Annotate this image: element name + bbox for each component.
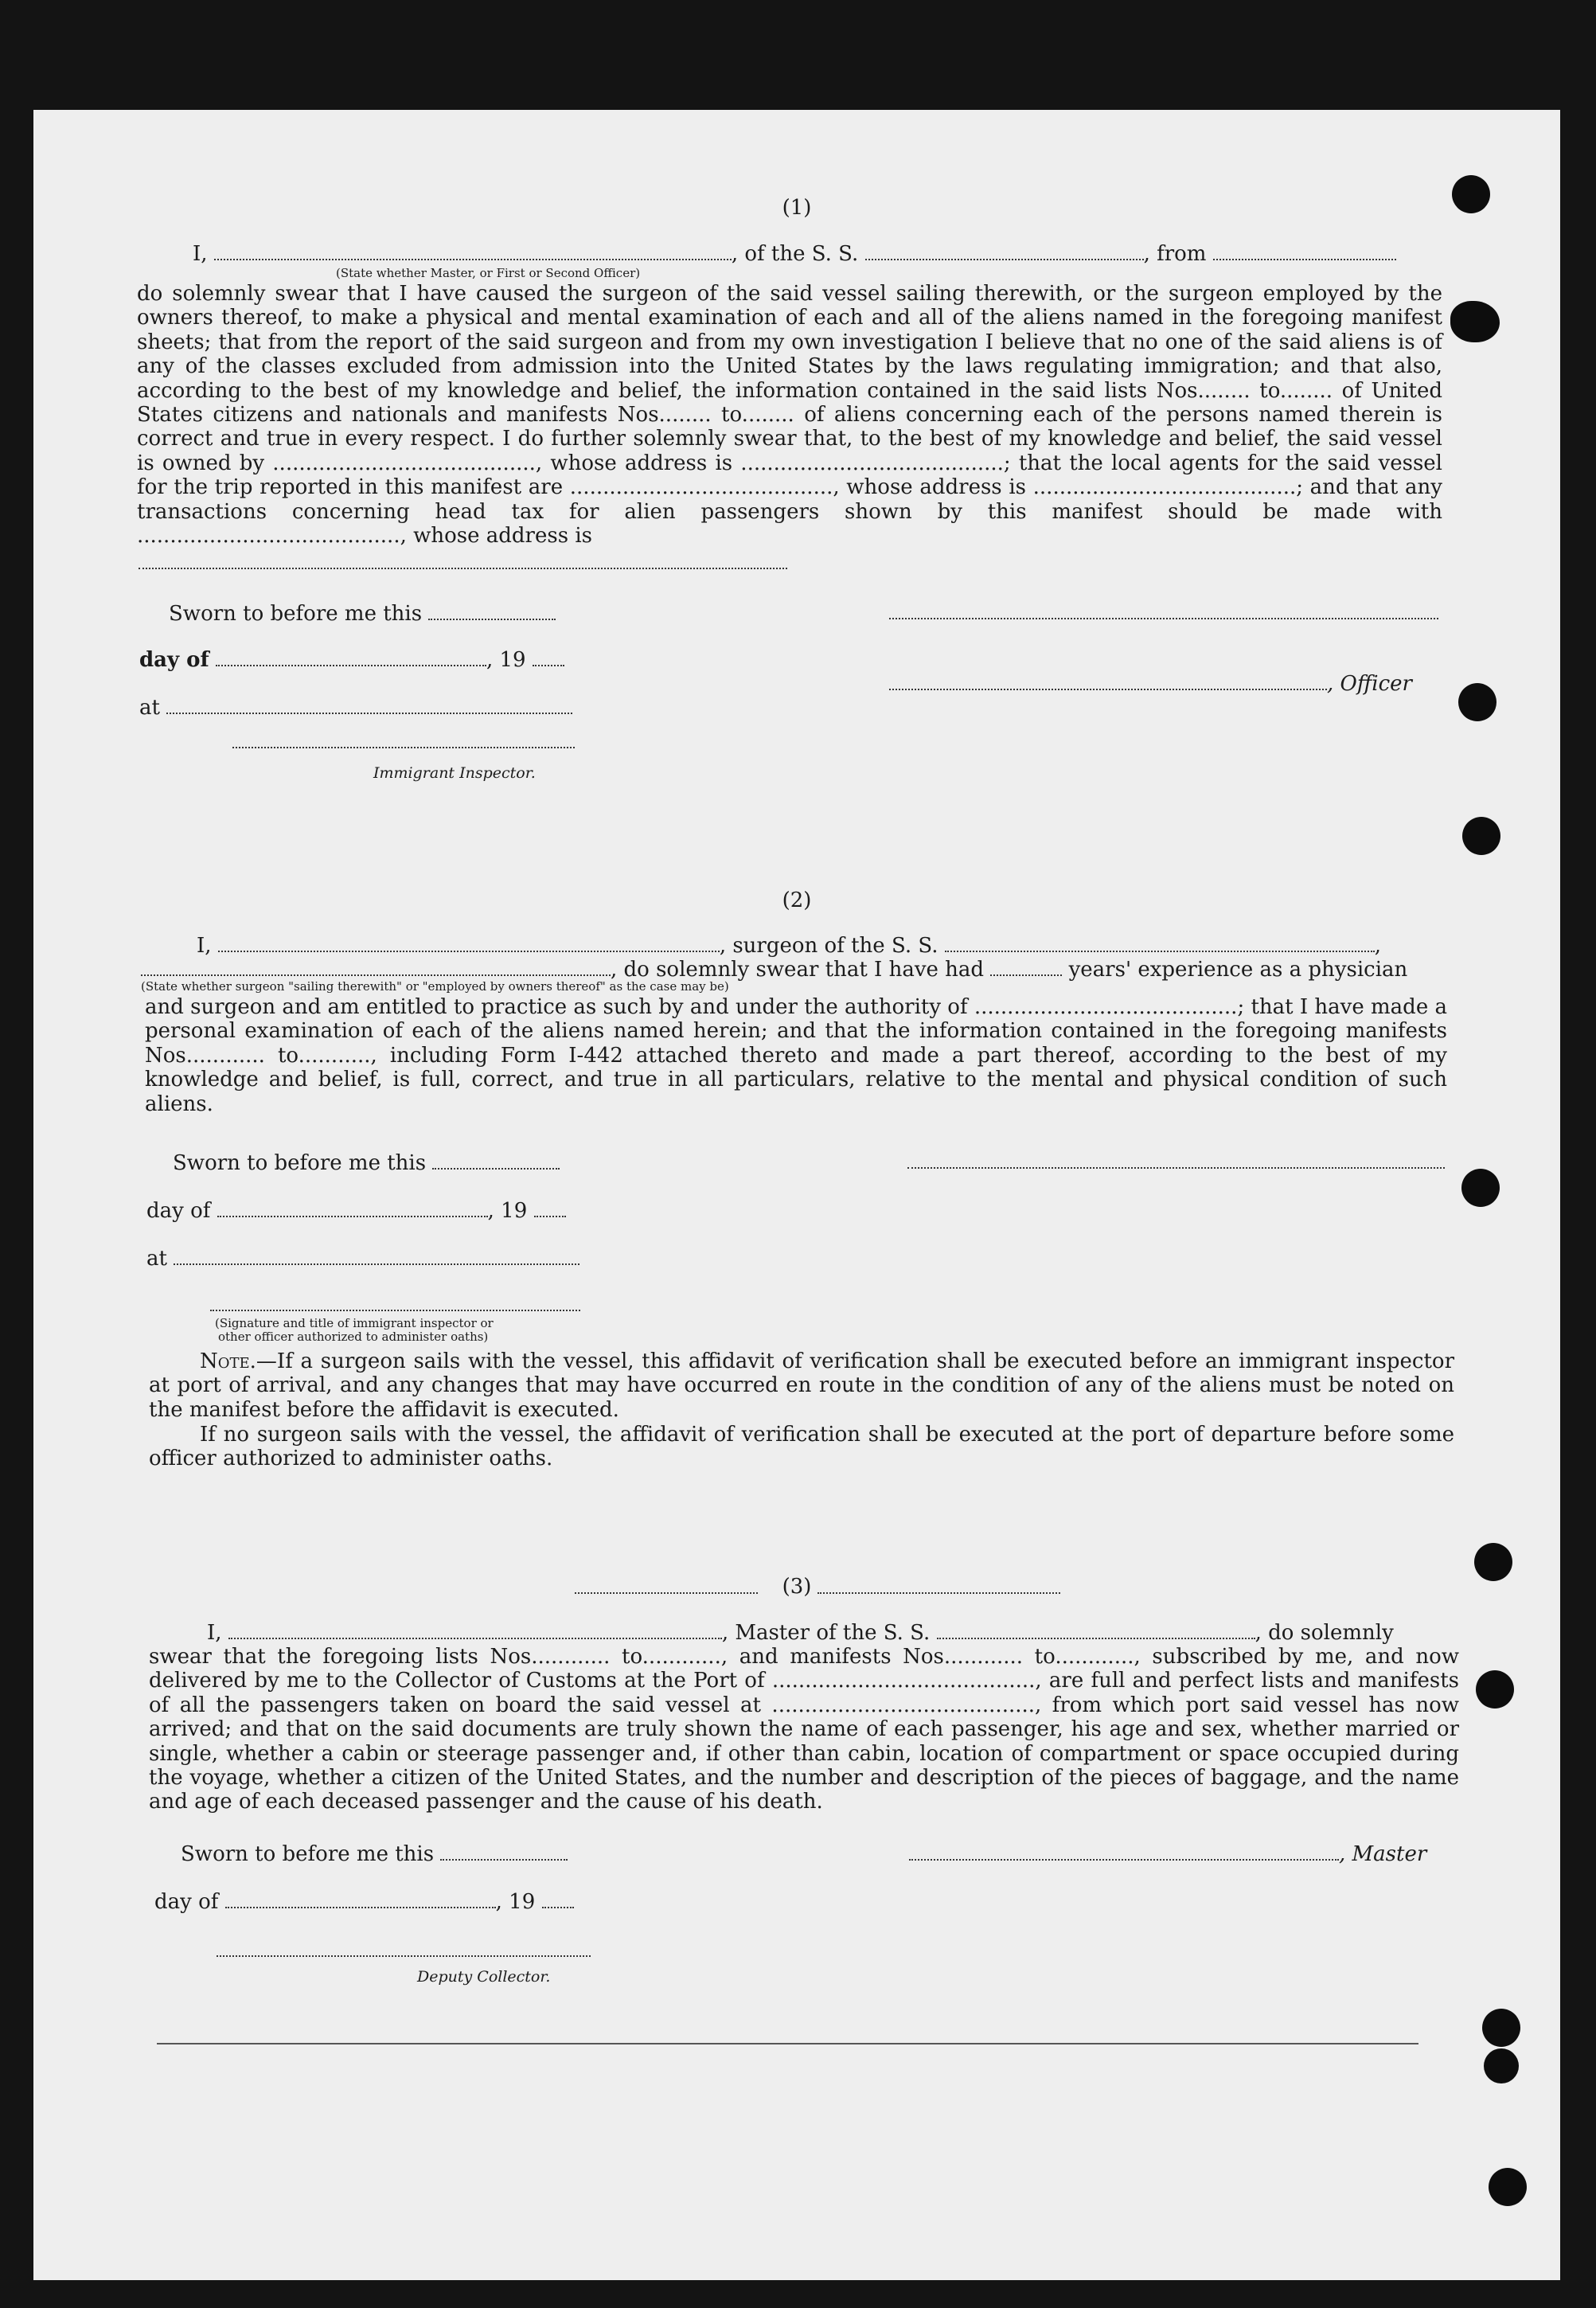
surgeon-paragraph: and surgeon and am entitled to practice as such by and under the authority of ........................................; that I have made a personal examination of each of the aliens named herein; and that the information contained in the foregoing manifests Nos............ to..........., including Form I-442 attached thereto and made a part thereof, according to the best of my knowledge and belief, is full, correct, and true in all particulars, relative to the mental and physical condition of such aliens. (145, 995, 1447, 1116)
blank-line (139, 568, 787, 569)
master-signature-line: , Master (909, 1841, 1426, 1866)
experience-line: , do solemnly swear that I have had years' experience as a physician (141, 957, 1407, 982)
surgeon-line: I, , surgeon of the S. S. , (197, 934, 1382, 958)
sworn-line: Sworn to before me this (173, 1150, 560, 1175)
dotted-decor (818, 1592, 1060, 1594)
punch-hole (1476, 1670, 1514, 1709)
oath-paragraph: do solemnly swear that I have caused the surgeon of the said vessel sailing therewith, or the surgeon employed by the owners thereof, to make a physical and mental examination of each and all of the aliens named in the foregoing manifest sheets; that from the report of the said surgeon and from my own investigation I believe that no one of the said aliens is of any of the classes excluded from admission into the United States by the laws regulating immigration; and that also, according to the best of my knowledge and belief, the information contained in the said lists Nos........ to........ of United States citizens and nationals and manifests Nos........ to........ of aliens concerning each of the persons named therein is correct and true in every respect. I do further solemnly swear that, to the best of my knowledge and belief, the said vessel is owned by ........................................, whose address is ........................................; that the local agents for the said vessel for the trip reported in this manifest are ........................................, whose address is ........................................; and that any transactions concerning head tax for alien passengers shown by this manifest should be made with ........................................, whose address is (137, 282, 1442, 549)
at-line: at (139, 695, 572, 720)
day-of-line: day of , 19 (139, 647, 564, 672)
section-number: (3) (782, 1575, 812, 1599)
section-number: (2) (782, 888, 812, 912)
note-paragraph (149, 1349, 1454, 1422)
inspector-label: Immigrant Inspector. (373, 764, 536, 782)
inspector-signature-line (210, 1310, 580, 1311)
dotted-decor (575, 1592, 758, 1594)
note-label: Note. (200, 1349, 256, 1373)
ink-blot (1450, 301, 1500, 342)
signature-hint-2: other officer authorized to administer oaths) (218, 1330, 489, 1344)
punch-hole (1482, 2009, 1520, 2047)
note-paragraph-2: If no surgeon sails with the vessel, the affidavit of verification shall be executed at the port of departure before some officer authorized to administer oaths. (149, 1423, 1454, 1471)
form-page (33, 110, 1560, 2280)
punch-hole (1458, 683, 1496, 721)
surgeon-hint: (State whether surgeon "sailing therewith" or "employed by owners thereof" as the case may be) (141, 979, 729, 994)
punch-hole (1484, 2048, 1519, 2083)
day-of-line: day of , 19 (154, 1889, 574, 1914)
sworn-line: Sworn to before me this (169, 601, 556, 626)
signature-hint-1: (Signature and title of immigrant inspector or (215, 1316, 494, 1330)
punch-hole (1461, 1169, 1500, 1207)
bottom-rule (157, 2043, 1418, 2044)
officer-line: I, , of the S. S. , from (193, 241, 1396, 266)
punch-hole (1489, 2168, 1527, 2206)
master-line: I, , Master of the S. S. , do solemnly (207, 1621, 1394, 1645)
day-of-line: day of , 19 (146, 1198, 566, 1223)
surgeon-signature-line (907, 1167, 1445, 1169)
collector-label: Deputy Collector. (417, 1968, 551, 1986)
officer-title-line: , Officer (889, 671, 1412, 696)
section-number: (1) (782, 196, 812, 220)
inspector-signature-line (232, 747, 575, 748)
officer-signature-line (889, 618, 1438, 619)
collector-signature-line (217, 1955, 591, 1957)
officer-hint: (State whether Master, or First or Second Officer) (336, 266, 641, 280)
at-line: at (146, 1246, 579, 1271)
punch-hole (1462, 817, 1500, 855)
master-paragraph: swear that the foregoing lists Nos............ to............, and manifests Nos............ to............, subscribed by me, and now delivered by me to the Collector of Customs at the Port of ........................................, are full and perfect lists and manifests of all the passengers taken on board the said vessel at ........................................, from which port said vessel has now arrived; and that on the said documents are truly shown the name of each passenger, his age and sex, whether married or single, whether a cabin or steerage passenger and, if other than cabin, location of compartment or space occupied during the voyage, whether a citizen of the United States, and the number and description of the pieces of baggage, and the name and age of each deceased passenger and the cause of his death. (149, 1645, 1459, 1814)
note-text: —If a surgeon sails with the vessel, this affidavit of verification shall be executed before an immigrant inspector at port of arrival, and any changes that may have occurred en route in the condition of any of the aliens must be noted on the manifest before the affidavit is executed. (149, 1349, 1454, 1422)
sworn-line: Sworn to before me this (181, 1841, 568, 1866)
